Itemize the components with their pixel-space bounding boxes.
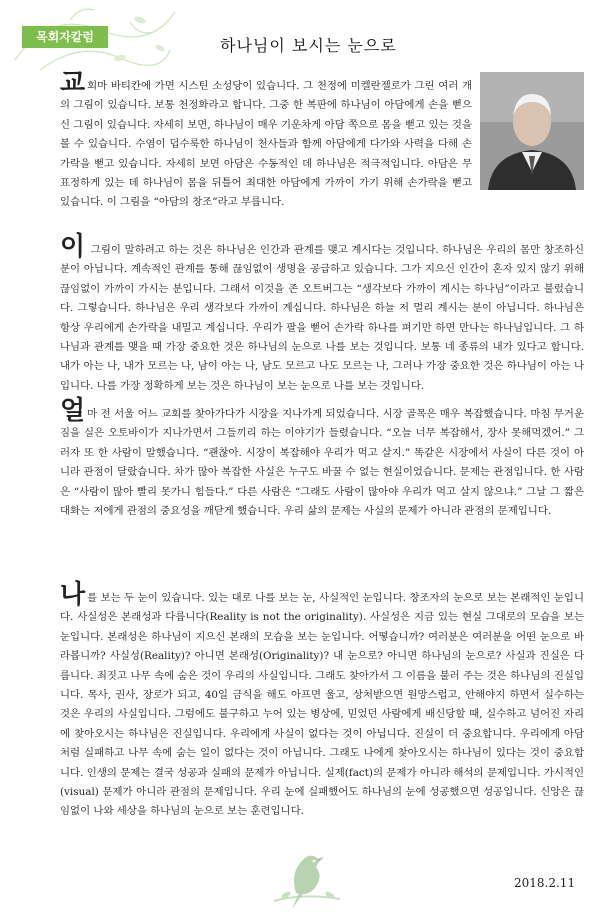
- page-title: 하나님이 보시는 눈으로: [220, 36, 397, 55]
- photo-wrap-space: [472, 74, 584, 192]
- paragraph-text: 그림이 말하려고 하는 것은 하나님은 인간과 관계를 맺고 계시다는 것입니다. 하나님은 우리의 몸만 창조하신 분이 아닙니다. 계속적인 관계를 통해 끊임없이 생명을 공급하고 있습니다. 그가 지으신 인간이 혼자 있지 않기 위해 끊임없이 가까이 가시는 분입니다. 그래서 이것을 존 오트버그는 “생각보다 가까이 계시는 하나님”이라고 불렀습니다. 그렇습니다. 하나님은 우리 생각보다 가까이 계십니다. 하나님은 하늘 저 멀리 계시는 분이 아닙니다. 하나님은 항상 우리에게 손가락을 내밀고 계십니다. 우리가 팔을 뻗어 손가락 하나를 펴기만 하면 만나는 하나님입니다. 그 하나님과 관계를 맺을 때 가장 중요한 것은 하나님의 눈으로 나를 보는 것입니다. 보통 네 종류의 내가 있다고 합니다. 내가 아는 나, 내가 모르는 나, 남이 아는 나, 남도 모르고 나도 모르는 나, 그러나 가장 중요한 것은 하나님이 아는 나입니다. 나를 가장 정확하게 보는 것은 하나님이 보는 눈으로 나를 보는 것입니다.: [60, 244, 584, 392]
- paragraph-4: [60, 580, 584, 822]
- bird-on-branch-icon: [272, 843, 342, 911]
- initial-letter: 얼: [60, 396, 86, 426]
- column-badge: 목회자칼럼: [22, 26, 108, 48]
- paragraph-3: [60, 396, 584, 521]
- initial-letter: 나: [60, 580, 86, 610]
- paragraph-1: [60, 68, 584, 213]
- paragraph-text: 회마 바티칸에 가면 시스틴 소성당이 있습니다. 그 천정에 미켈란젤로가 그린 여러 개의 그림이 있습니다. 보통 천정화라고 합니다. 그중 한 복판에 하나님이 아담에게 손을 뻗으신 그림이 있습니다. 자세히 보면, 하나님이 매우 기운차게 아담 쪽으로 몸을 뻗고 있는 것을 볼 수 있습니다. 수염이 덥수룩한 하나님이 천사들과 함께 아담에게 다가와 사력을 다해 손가락을 뻗고 있습니다. 자세히 보면 아담은 수동적인 데 하나님은 적극적입니다. 아담은 무표정하게 있는 데 하나님이 몸을 뒤틀어 최대한 아담에게 가까이 가기 위해 손가락을 뻗고 있습니다. 이 그림을 “아담의 창조”라고 부릅니다.: [60, 80, 472, 209]
- paragraph-text: 마 전 서울 어느 교회를 찾아가다가 시장을 지나가게 되었습니다. 시장 골목은 매우 복잡했습니다. 마침 무거운 짐을 실은 오토바이가 지나가면서 그들끼리 하는 이야기가 들렸습니다. “오늘 너무 복잡해서, 장사 못해먹겠어.” 그러자 또 한 사람이 말했습니다. “괜찮아. 시장이 복잡해야 우리가 먹고 살지.” 똑같은 시장에서 사실이 다른 것이 아니라 관점이 달랐습니다. 차가 많아 복잡한 사실은 누구도 바꿀 수 없는 현실이었습니다. 문제는 관점입니다. 한 사람은 “사람이 많아 빨리 못가니 힘들다.” 다른 사람은 “그래도 사람이 많아야 우리가 먹고 살지 않으냐.” 그날 그 짧은 대화는 저에게 관점의 중요성을 깨닫게 했습니다. 우리 삶의 문제는 사실의 문제가 아니라 관점의 문제입니다.: [60, 408, 584, 518]
- publish-date: 2018.2.11: [514, 876, 576, 890]
- paragraph-2: [60, 232, 584, 396]
- paragraph-text: 를 보는 두 눈이 있습니다. 있는 대로 나를 보는 눈, 사실적인 눈입니다. 창조자의 눈으로 보는 본래적인 눈입니다. 사실성은 본래성과 다릅니다(Reality is not the originality). 사실성은 지금 있는 현실 그대로의 모습을 보는 눈입니다. 본래성은 하나님이 지으신 본래의 모습을 보는 눈입니다. 어떻습니까? 여러분은 여러분을 어떤 눈으로 바라봅니까? 사실성(Reality)? 아니면 본래성(Originality)? 내 눈으로? 아니면 하나님의 눈으로? 사실과 진실은 다릅니다. 죄짓고 나무 속에 숨은 것이 우리의 사실입니다. 그래도 찾아가서 그 이름을 불러 주는 것은 하나님의 진실입니다. 목사, 권사, 장로가 되고, 40일 금식을 해도 아프면 울고, 상처받으면 원망스럽고, 안해야지 하면서 실수하는 것은 우리의 사실입니다. 그럼에도 불구하고 누어 있는 병상에, 믿었던 사람에게 배신당할 때, 실수하고 넘어진 자리에 찾아오시는 하나님은 진실입니다. 우리에게 사실이 없다는 것이 아닙니다. 진실이 더 중요합니다. 우리에게 아담처럼 실패하고 나무 속에 숨는 일이 없다는 것이 아닙니다. 그래도 나에게 찾아오시는 하나님이 있다는 것이 중요합니다. 인생의 문제는 결국 성공과 실패의 문제가 아닙니다. 실제(fact)의 문제가 아니라 해석의 문제입니다. 가시적인(visual) 문제가 아니라 관점의 문제입니다. 우리 눈에 실패했어도 하나님의 눈에 성공했으면 성공입니다. 신앙은 끊임없이 나와 세상을 하나님의 눈으로 보는 훈련입니다.: [60, 592, 584, 818]
- initial-letter: 이: [60, 232, 86, 262]
- initial-letter: 교: [60, 68, 86, 98]
